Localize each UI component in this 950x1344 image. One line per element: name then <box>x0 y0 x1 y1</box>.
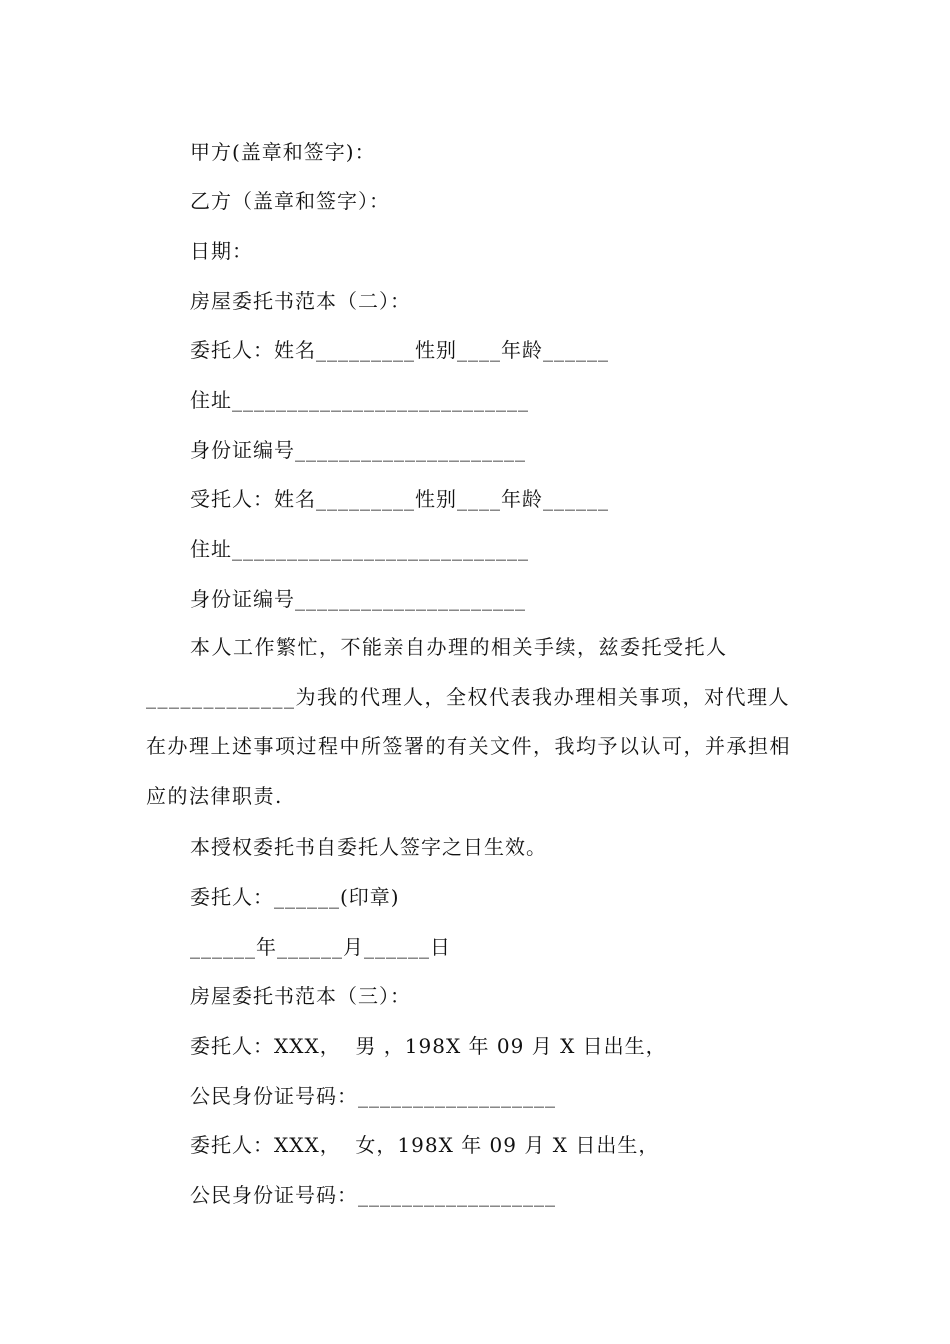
principal-id-line: 身份证编号_____________________ <box>190 438 526 462</box>
party-a-signature-line: 甲方(盖章和签字)： <box>190 140 376 164</box>
id-number-1-line: 公民身份证号码：__________________ <box>190 1084 556 1108</box>
agent-address-line: 住址___________________________ <box>190 537 529 561</box>
date-line: 日期： <box>190 239 253 263</box>
sample-2-title: 房屋委托书范本（二）： <box>190 289 411 313</box>
agent-info-line: 受托人：姓名_________性别____年龄______ <box>190 487 609 511</box>
principal-seal-line: 委托人：______(印章) <box>190 885 400 909</box>
principal-address-line: 住址___________________________ <box>190 388 529 412</box>
principal-1-line: 委托人：XXX， 男 ，198X 年 09 月 X 日出生， <box>190 1034 667 1058</box>
id-number-2-line: 公民身份证号码：__________________ <box>190 1183 556 1207</box>
party-b-signature-line: 乙方（盖章和签字）： <box>190 189 390 213</box>
agent-id-line: 身份证编号_____________________ <box>190 587 526 611</box>
date-blank-line: ______年______月______日 <box>190 935 451 959</box>
authorization-text: 本人工作繁忙，不能亲自办理的相关手续，兹委托受托人_____________为我的代理人，全权代表我办理相关事项，对代理人在办理上述事项过程中所签署的有关文件，我均予以认可，并承担相应的法律职责. <box>146 635 791 808</box>
principal-2-line: 委托人：XXX， 女，198X 年 09 月 X 日出生， <box>190 1133 660 1157</box>
principal-info-line: 委托人：姓名_________性别____年龄______ <box>190 338 609 362</box>
sample-3-title: 房屋委托书范本（三）： <box>190 984 411 1008</box>
effective-clause: 本授权委托书自委托人签字之日生效。 <box>190 835 547 859</box>
authorization-paragraph <box>146 623 810 821</box>
